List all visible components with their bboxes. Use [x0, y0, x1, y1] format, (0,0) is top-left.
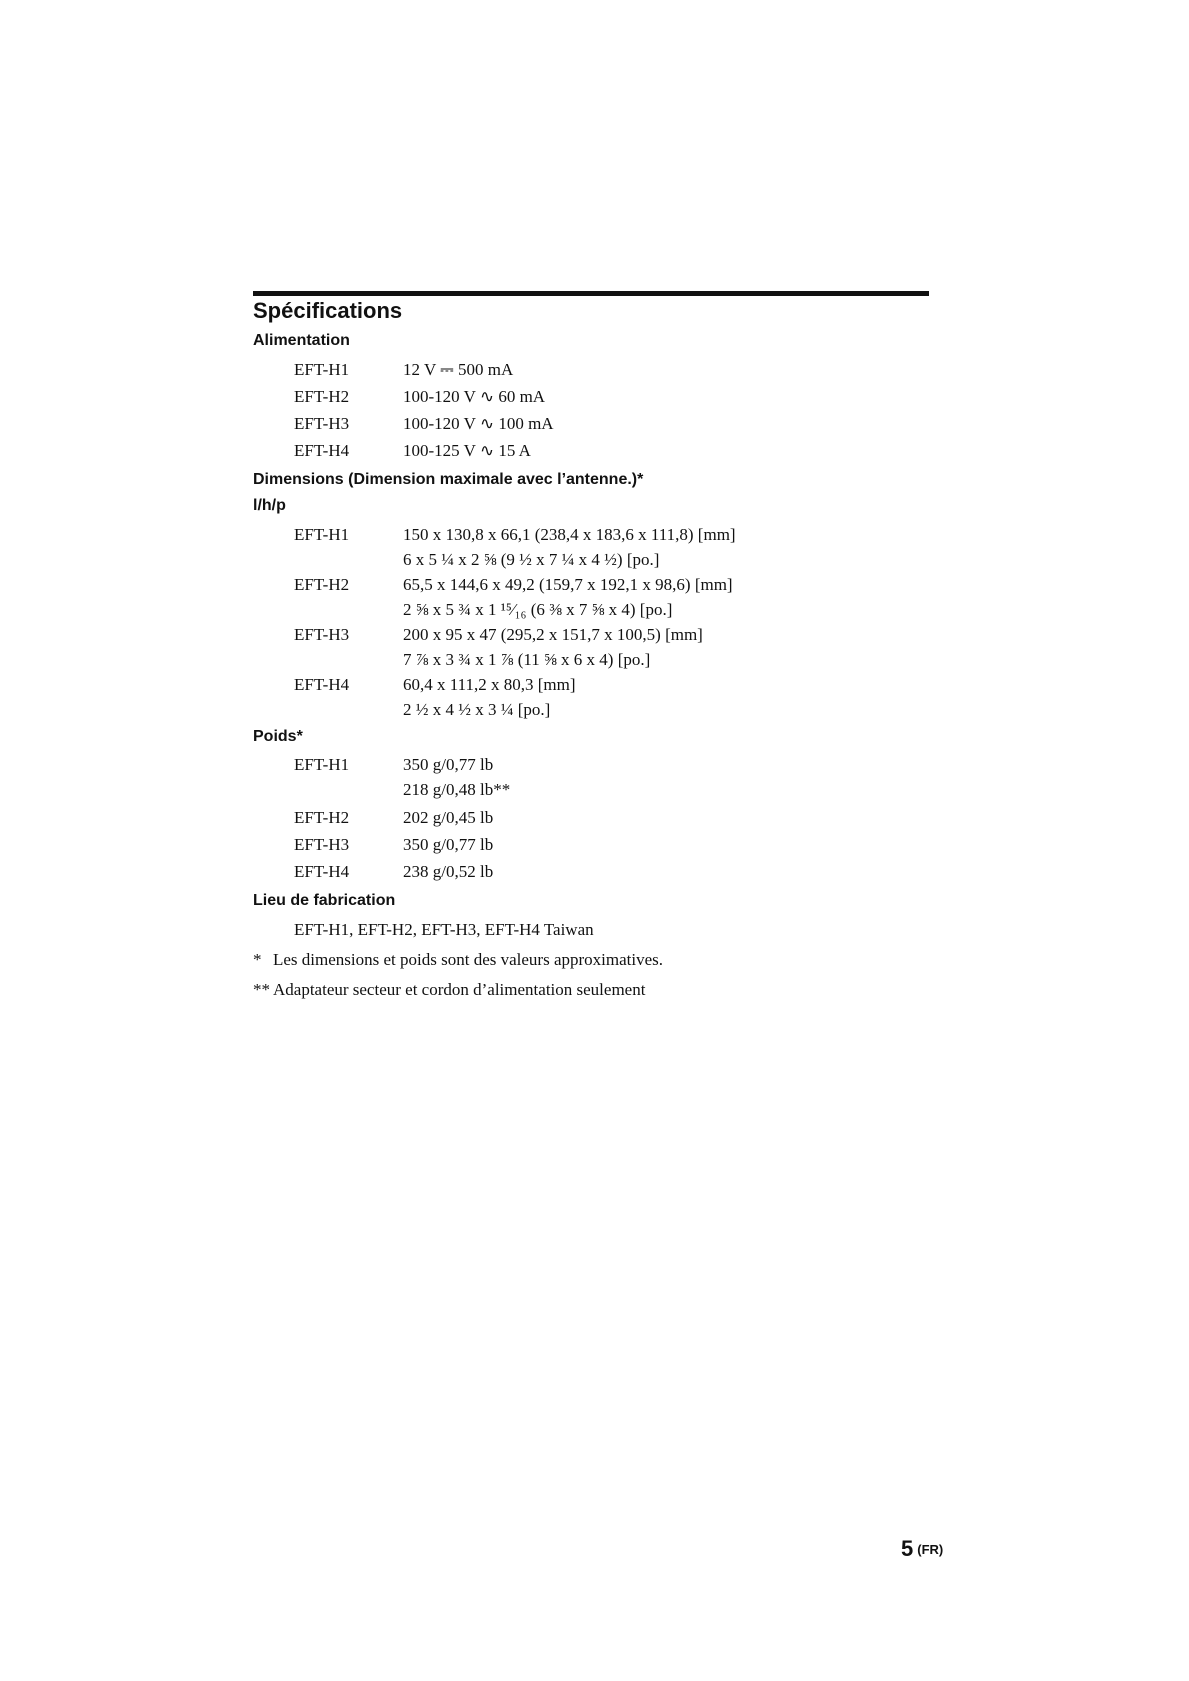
power-model-h2: EFT-H2: [294, 387, 350, 406]
weight-value-h3: 350 g/0,77 lb: [403, 835, 494, 854]
dim-mm-h2: 65,5 x 144,6 x 49,2 (159,7 x 192,1 x 98,6) [mm]: [403, 575, 733, 594]
weight-model-h3: EFT-H3: [294, 835, 350, 854]
title-rule: [253, 291, 929, 296]
dim-model-h4: EFT-H4: [294, 675, 350, 694]
power-model-h1: EFT-H1: [294, 360, 350, 379]
power-value-h2: 100-120 V ∿ 60 mA: [403, 387, 546, 406]
power-model-h3: EFT-H3: [294, 414, 350, 433]
dimensions-heading: Dimensions (Dimension maximale avec l’antenne.)*: [253, 471, 644, 488]
page-language-suffix: (FR): [917, 1542, 944, 1557]
dim-model-h2: EFT-H2: [294, 575, 350, 594]
power-value-h4: 100-125 V ∿ 15 A: [403, 441, 531, 460]
footnote-2-mark: **: [253, 980, 270, 999]
origin-heading: Lieu de fabrication: [253, 892, 396, 909]
dim-in-h1: 6 x 5 ¼ x 2 ⅝ (9 ½ x 7 ¼ x 4 ½) [po.]: [403, 550, 660, 569]
dimensions-subheading: l/h/p: [253, 497, 286, 514]
page-title: Spécifications: [253, 298, 403, 323]
weight-value-h1-adapter: 218 g/0,48 lb**: [403, 780, 511, 799]
footnote-2: [253, 980, 645, 1000]
dim-mm-h4: 60,4 x 111,2 x 80,3 [mm]: [403, 675, 576, 694]
weight-model-h1: EFT-H1: [294, 755, 350, 774]
dim-in-h2: 2 ⅝ x 5 ¾ x 1 ¹⁵⁄₁₆ (6 ⅜ x 7 ⅝ x 4) [po.]: [403, 600, 673, 619]
weight-value-h2: 202 g/0,45 lb: [403, 808, 494, 827]
dim-model-h1: EFT-H1: [294, 525, 350, 544]
weight-model-h4: EFT-H4: [294, 862, 350, 881]
dim-model-h3: EFT-H3: [294, 625, 350, 644]
dim-mm-h3: 200 x 95 x 47 (295,2 x 151,7 x 100,5) [mm]: [403, 625, 703, 644]
weight-heading: Poids*: [253, 728, 303, 745]
power-model-h4: EFT-H4: [294, 441, 350, 460]
footnote-2-text: Adaptateur secteur et cordon d’alimentation seulement: [273, 980, 646, 999]
page-number: [901, 1536, 943, 1562]
weight-value-h4: 238 g/0,52 lb: [403, 862, 494, 881]
power-heading: Alimentation: [253, 332, 350, 349]
page-number-value: 5: [901, 1536, 914, 1561]
dim-in-h4: 2 ½ x 4 ½ x 3 ¼ [po.]: [403, 700, 551, 719]
dim-in-h3: 7 ⅞ x 3 ¾ x 1 ⅞ (11 ⅝ x 6 x 4) [po.]: [403, 650, 651, 669]
weight-value-h1: 350 g/0,77 lb: [403, 755, 494, 774]
power-value-h1: 12 V ⎓ 500 mA: [403, 360, 514, 379]
origin-text: EFT-H1, EFT-H2, EFT-H3, EFT-H4 Taiwan: [294, 920, 594, 939]
footnote-1-mark: *: [253, 950, 262, 969]
footnote-1-text: Les dimensions et poids sont des valeurs approximatives.: [273, 950, 663, 969]
dim-mm-h1: 150 x 130,8 x 66,1 (238,4 x 183,6 x 111,8) [mm]: [403, 525, 736, 544]
footnote-1: [253, 950, 663, 970]
weight-model-h2: EFT-H2: [294, 808, 350, 827]
power-value-h3: 100-120 V ∿ 100 mA: [403, 414, 554, 433]
